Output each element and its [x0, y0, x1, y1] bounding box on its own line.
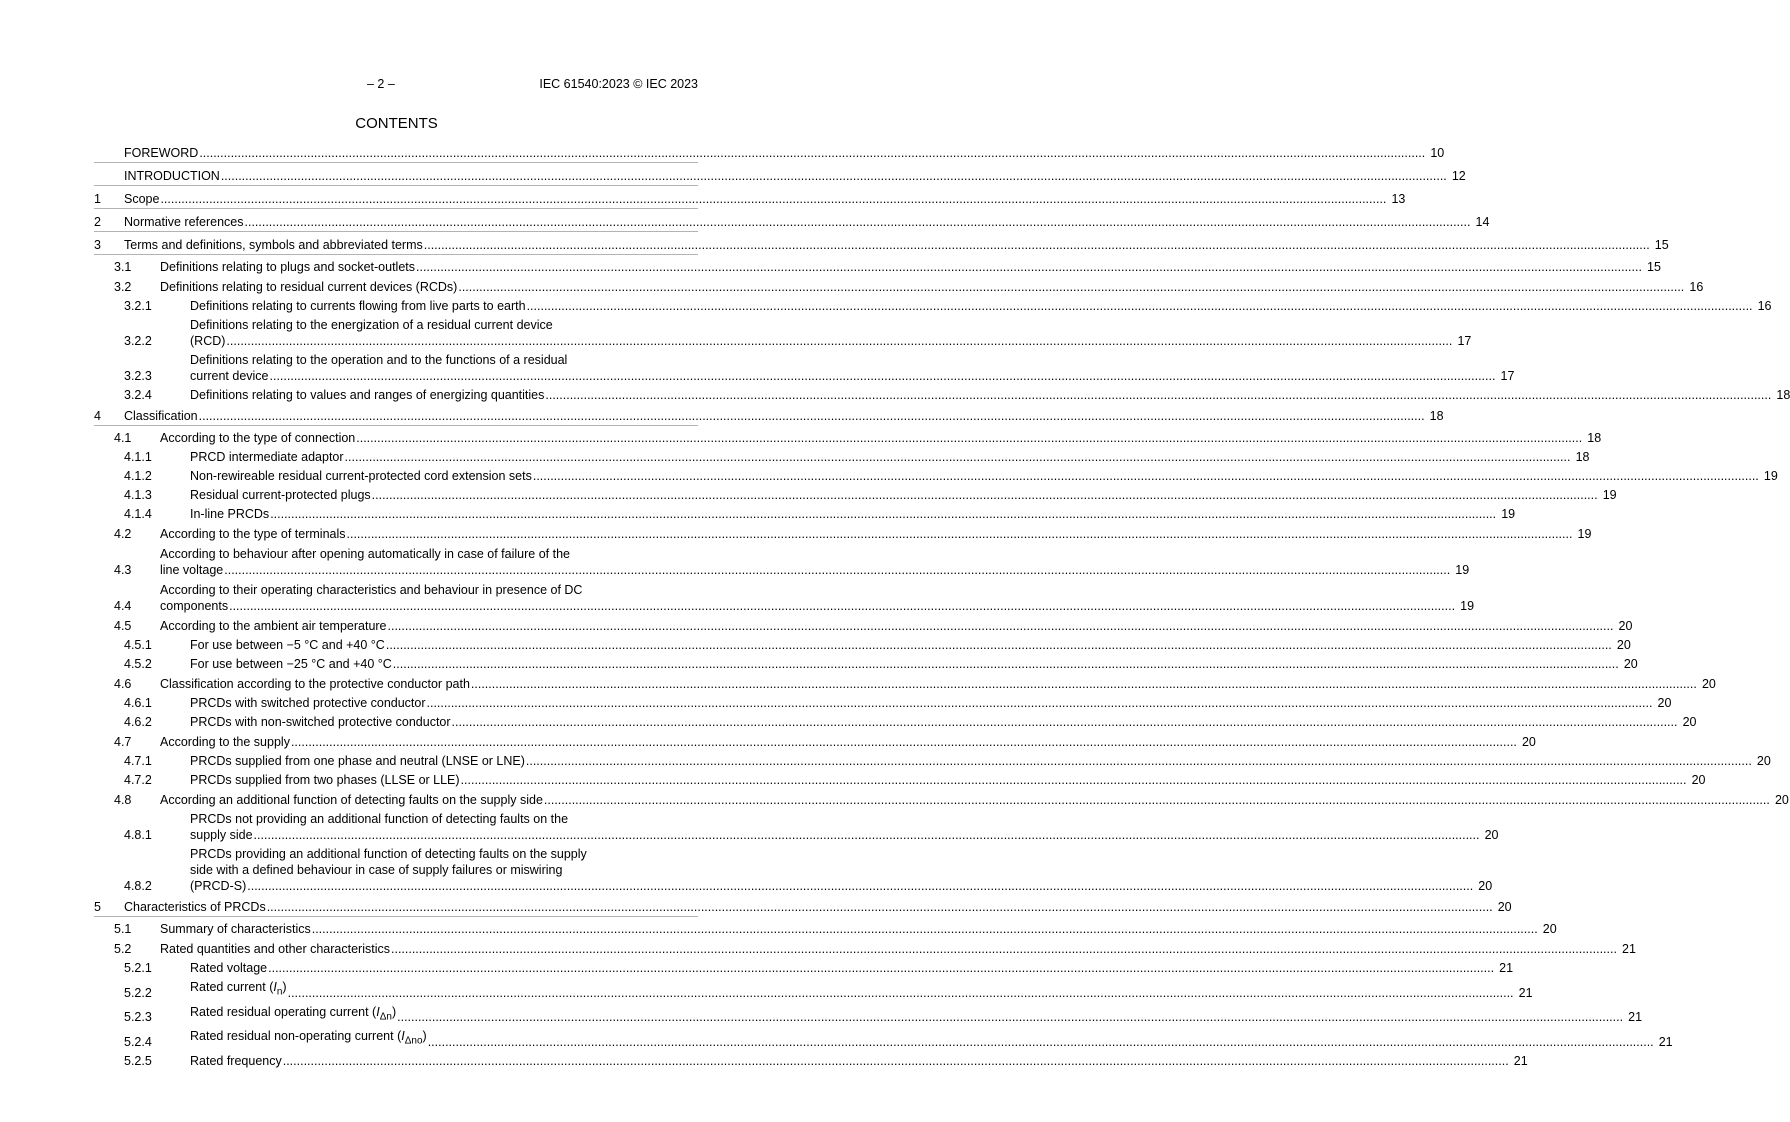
- toc-entry-title-line: PRCDs not providing an additional function of detecting faults on the: [190, 812, 569, 826]
- toc-entry-page: 17: [1500, 369, 1515, 383]
- toc-entry-page: 12: [1451, 169, 1466, 183]
- symbol-subscript: n: [276, 986, 283, 998]
- toc-entry-title: In-line PRCDs: [190, 507, 270, 521]
- toc-entry[interactable]: [94, 468, 1778, 484]
- toc-entry-title: According to the type of terminals: [160, 527, 346, 541]
- toc-entry-page: 15: [1647, 260, 1661, 274]
- toc-entry-title: PRCDs supplied from one phase and neutral (LNSE or LNE): [190, 754, 525, 768]
- toc-entry[interactable]: [94, 145, 1445, 163]
- toc-entry-page: 21: [1658, 1034, 1673, 1049]
- dot-leader: [288, 985, 1514, 1001]
- toc-entry-page: 20: [1623, 657, 1638, 671]
- toc-entry-title: FOREWORD: [124, 146, 199, 160]
- toc-entry-page: 14: [1475, 215, 1490, 229]
- toc-entry-title: PRCDs with switched protective conductor: [190, 696, 426, 710]
- dot-leader: [345, 449, 1571, 465]
- toc-entry[interactable]: [94, 811, 1499, 843]
- toc-entry-number: 5.1: [114, 922, 132, 936]
- dot-leader: [312, 921, 1538, 937]
- toc-entry-page: 13: [1391, 192, 1406, 206]
- toc-entry-number: 4.8: [114, 793, 132, 807]
- toc-entry[interactable]: [94, 637, 1631, 653]
- toc-entry-page: 19: [1602, 488, 1617, 502]
- toc-entry-page: 21: [1499, 961, 1514, 975]
- toc-entry-number: 4.1.2: [124, 469, 152, 483]
- toc-entry[interactable]: [94, 979, 1533, 1001]
- toc-entry-title: According an additional function of detecting faults on the supply side: [160, 793, 543, 807]
- toc-entry[interactable]: [94, 753, 1771, 769]
- toc-entry-page: 21: [1518, 985, 1533, 1000]
- toc-entry-title: According to the type of connection: [160, 431, 356, 445]
- toc-entry-number: 4.8.2: [124, 879, 152, 893]
- toc-entry-title: Rated current $(I_n)$: [190, 980, 287, 998]
- toc-entry-number: 4.5: [114, 619, 132, 633]
- toc-entry-number: 5.2.2: [124, 985, 152, 1000]
- toc-entry-title-line: According to their operating characteristics and behaviour in presence of DC: [160, 583, 583, 597]
- toc-entry-page: 20: [1701, 677, 1716, 691]
- toc-entry-page: 20: [1521, 735, 1536, 749]
- toc-entry[interactable]: [94, 960, 1514, 976]
- toc-entry-page: 20: [1478, 879, 1493, 893]
- toc-entry-number: 3.1: [114, 260, 132, 274]
- toc-entry-title: components: [160, 599, 229, 613]
- toc-entry-title: For use between −5 °C and +40 °C: [190, 638, 385, 652]
- toc-entry-title: (PRCD-S): [190, 879, 247, 893]
- toc-entry-number: 3.2.4: [124, 388, 152, 402]
- toc-entry-page: 21: [1513, 1053, 1528, 1068]
- dot-leader: [245, 214, 1471, 230]
- toc-entry-title: Non-rewireable residual current-protected cord extension sets: [190, 469, 532, 483]
- dot-leader: [229, 598, 1455, 614]
- dot-leader: [247, 878, 1473, 894]
- toc-entry-title: Rated residual non-operating current $(I_{\Delta no})$: [190, 1029, 427, 1047]
- toc-entry-title: PRCDs with non-switched protective conductor: [190, 715, 451, 729]
- toc-entry-page: 18: [1429, 409, 1444, 423]
- toc-entry-title: PRCD intermediate adaptor: [190, 450, 344, 464]
- symbol-subscript: Δn: [379, 1011, 392, 1022]
- toc-entry-page: 20: [1774, 793, 1789, 807]
- toc-entry[interactable]: [94, 259, 1661, 275]
- toc-entry[interactable]: [94, 618, 1633, 634]
- toc-entry-title: Rated voltage: [190, 961, 268, 975]
- toc-entry-page: 19: [1455, 563, 1470, 577]
- toc-entry[interactable]: [94, 387, 1790, 403]
- toc-entry-title-line: side with a defined behaviour in case of supply failures or miswiring: [190, 863, 563, 877]
- dot-leader: [471, 676, 1697, 692]
- toc-entry-title-line: According to behaviour after opening automatically in case of failure of the: [160, 547, 570, 561]
- toc-entry[interactable]: [94, 714, 1697, 730]
- toc-entry[interactable]: [94, 430, 1602, 446]
- toc-entry-title: Definitions relating to residual current devices (RCDs): [160, 280, 458, 294]
- toc-entry-number: 4.3: [114, 563, 132, 577]
- page-number: – 2 –: [367, 77, 395, 91]
- toc-entry[interactable]: [94, 237, 1669, 255]
- toc-entry-number: 5: [94, 900, 101, 914]
- toc-entry-number: 3.2.3: [124, 369, 152, 383]
- toc-entry[interactable]: [94, 317, 1472, 349]
- toc-entry-title: Terms and definitions, symbols and abbreviated terms: [124, 238, 423, 252]
- toc-entry[interactable]: [94, 279, 1704, 295]
- dot-leader: [270, 368, 1496, 384]
- toc-entry-page: 19: [1501, 507, 1516, 521]
- toc-entry[interactable]: [94, 1028, 1673, 1050]
- toc-entry-number: 4.7.2: [124, 773, 152, 787]
- dot-leader: [356, 430, 1582, 446]
- toc-entry-page: 16: [1689, 280, 1704, 294]
- toc-entry-title: Definitions relating to values and ranges of energizing quantities: [190, 388, 545, 402]
- toc-entry-number: 5.2.1: [124, 961, 152, 975]
- dot-leader: [267, 899, 1493, 915]
- toc-entry-title: (RCD): [190, 334, 226, 348]
- toc-entry[interactable]: [94, 846, 1493, 894]
- toc-entry-number: 4.6: [114, 677, 132, 691]
- toc-entry-number: 4.7.1: [124, 754, 152, 768]
- dot-leader: [427, 695, 1653, 711]
- symbol-subscript: Δno: [404, 1035, 423, 1047]
- toc-entry[interactable]: [94, 168, 1466, 186]
- toc-entry[interactable]: [94, 772, 1706, 788]
- toc-entry-number: 4.5.1: [124, 638, 152, 652]
- toc-entry-number: 2: [94, 215, 101, 229]
- dot-leader: [458, 279, 1684, 295]
- toc-entry[interactable]: [94, 921, 1557, 937]
- toc-entry-page: 18: [1587, 431, 1602, 445]
- toc-entry-title: Scope: [124, 192, 160, 206]
- toc-entry[interactable]: [94, 506, 1516, 522]
- toc-entry[interactable]: [94, 408, 1444, 426]
- dot-leader: [452, 714, 1678, 730]
- toc-entry-page: 20: [1497, 900, 1512, 914]
- toc-entry[interactable]: [94, 676, 1716, 692]
- toc-entry[interactable]: [94, 695, 1672, 711]
- dot-leader: [283, 1053, 1509, 1069]
- toc-entry-number: 4.5.2: [124, 657, 152, 671]
- toc-entry-page: 20: [1691, 773, 1706, 787]
- toc-entry-number: 5.2.3: [124, 1010, 152, 1024]
- toc-entry-title: line voltage: [160, 563, 224, 577]
- dot-leader: [393, 656, 1619, 672]
- toc-entry-number: 4.1: [114, 431, 132, 445]
- toc-entry-title-line: Definitions relating to the operation and to the functions of a residual: [190, 353, 568, 367]
- toc-entry-number: 4.1.4: [124, 507, 152, 521]
- toc-entry-number: 3.2.2: [124, 334, 152, 348]
- toc-entry-title: supply side: [190, 828, 253, 842]
- toc-entry-page: 18: [1575, 450, 1590, 464]
- toc-entry-title: Definitions relating to currents flowing from live parts to earth: [190, 299, 526, 313]
- toc-entry-number: 4.1.3: [124, 488, 152, 502]
- toc-entry-title: current device: [190, 369, 269, 383]
- page-header: [0, 77, 793, 93]
- toc-entry-page: 20: [1756, 754, 1771, 768]
- dot-leader: [270, 506, 1496, 522]
- symbol: I: [401, 1029, 405, 1043]
- dot-leader: [397, 1009, 1623, 1025]
- toc-entry-number: 5.2: [114, 942, 132, 956]
- toc-entry-page: 10: [1430, 146, 1445, 160]
- toc-entry-title-line: Definitions relating to the energization of a residual current device: [190, 318, 553, 332]
- dot-leader: [388, 618, 1614, 634]
- toc-entry-number: 4: [94, 409, 101, 423]
- toc-entry-title: Normative references: [124, 215, 244, 229]
- toc-entry-title: Classification: [124, 409, 198, 423]
- toc-entry-number: 4.1.1: [124, 450, 152, 464]
- symbol: I: [273, 980, 277, 994]
- toc-entry-title: Characteristics of PRCDs: [124, 900, 266, 914]
- toc-entry[interactable]: [94, 1004, 1643, 1026]
- dot-leader: [424, 237, 1650, 253]
- dot-leader: [268, 960, 1494, 976]
- toc-entry-title: Residual current-protected plugs: [190, 488, 371, 502]
- toc-entry-page: 20: [1484, 828, 1499, 842]
- toc-entry-page: 16: [1757, 299, 1772, 313]
- toc-entry-page: 15: [1654, 238, 1669, 252]
- toc-entry-page: 20: [1657, 696, 1672, 710]
- toc-entry-number: 4.7: [114, 735, 132, 749]
- toc-entry-page: 17: [1457, 334, 1472, 348]
- toc-entry-title: Rated frequency: [190, 1053, 282, 1068]
- toc-entry[interactable]: [94, 449, 1590, 465]
- toc-entry-page: 20: [1542, 922, 1557, 936]
- dot-leader: [347, 526, 1573, 542]
- toc-entry-number: 4.2: [114, 527, 132, 541]
- toc-entry[interactable]: [94, 582, 1475, 614]
- dot-leader: [527, 298, 1753, 314]
- dot-leader: [199, 408, 1425, 424]
- toc-entry[interactable]: [94, 298, 1772, 314]
- dot-leader: [224, 562, 1450, 578]
- toc-entry[interactable]: [94, 734, 1536, 750]
- toc-entry-number: 4.8.1: [124, 828, 152, 842]
- toc-entry-title: Rated residual operating current $(I_{\Delta n})$: [190, 1004, 397, 1022]
- table-of-contents: [94, 145, 1790, 1069]
- toc-entry-page: 20: [1618, 619, 1633, 633]
- toc-entry-page: 20: [1682, 715, 1697, 729]
- toc-entry-page: 20: [1616, 638, 1631, 652]
- toc-entry-page: 18: [1776, 388, 1790, 402]
- toc-entry-number: 4.6.1: [124, 696, 152, 710]
- toc-entry-title: Classification according to the protective conductor path: [160, 677, 470, 691]
- toc-entry-title: According to the ambient air temperature: [160, 619, 387, 633]
- dot-leader: [226, 333, 1452, 349]
- dot-leader: [461, 772, 1687, 788]
- toc-entry[interactable]: [94, 899, 1512, 917]
- dot-leader: [386, 637, 1612, 653]
- dot-leader: [428, 1034, 1654, 1050]
- toc-entry-title: Rated quantities and other characteristics: [160, 942, 390, 956]
- toc-entry-title-line: PRCDs providing an additional function of detecting faults on the supply: [190, 847, 587, 861]
- toc-entry-page: 21: [1628, 1010, 1643, 1024]
- symbol: I: [376, 1004, 380, 1019]
- dot-leader: [160, 191, 1386, 207]
- toc-entry-number: 4.4: [114, 599, 132, 613]
- toc-entry[interactable]: [94, 191, 1406, 209]
- toc-entry-page: 21: [1622, 942, 1636, 956]
- dot-leader: [221, 168, 1447, 184]
- toc-entry-title: Definitions relating to plugs and socket-outlets: [160, 260, 416, 274]
- document-id: IEC 61540:2023 © IEC 2023: [539, 77, 698, 91]
- toc-entry-number: 3.2: [114, 280, 132, 294]
- toc-entry[interactable]: [94, 214, 1490, 232]
- toc-entry[interactable]: [94, 1053, 1528, 1069]
- toc-entry-page: 19: [1577, 527, 1592, 541]
- toc-entry-title: INTRODUCTION: [124, 169, 220, 183]
- dot-leader: [199, 145, 1425, 161]
- toc-entry[interactable]: [94, 487, 1617, 503]
- page-title: CONTENTS: [355, 115, 438, 132]
- toc-entry-number: 5.2.5: [124, 1053, 152, 1068]
- toc-entry[interactable]: [94, 352, 1515, 384]
- dot-leader: [254, 827, 1480, 843]
- dot-leader: [526, 753, 1752, 769]
- toc-entry-number: 1: [94, 192, 101, 206]
- dot-leader: [372, 487, 1598, 503]
- toc-entry[interactable]: [94, 526, 1592, 542]
- toc-entry-title: PRCDs supplied from two phases (LLSE or LLE): [190, 773, 460, 787]
- toc-entry-page: 19: [1763, 469, 1778, 483]
- toc-entry-title: For use between −25 °C and +40 °C: [190, 657, 392, 671]
- toc-entry[interactable]: [94, 792, 1789, 808]
- dot-leader: [391, 941, 1617, 957]
- toc-entry[interactable]: [94, 941, 1636, 957]
- dot-leader: [545, 387, 1771, 403]
- dot-leader: [291, 734, 1517, 750]
- dot-leader: [533, 468, 1759, 484]
- toc-entry-page: 19: [1460, 599, 1475, 613]
- toc-entry-number: 3: [94, 238, 101, 252]
- toc-entry-title: Summary of characteristics: [160, 922, 311, 936]
- toc-entry-number: 4.6.2: [124, 715, 152, 729]
- toc-entry-title: According to the supply: [160, 735, 290, 749]
- toc-entry[interactable]: [94, 656, 1638, 672]
- dot-leader: [544, 792, 1770, 808]
- dot-leader: [416, 259, 1642, 275]
- toc-entry-number: 5.2.4: [124, 1034, 152, 1049]
- toc-entry[interactable]: [94, 546, 1470, 578]
- toc-entry-number: 3.2.1: [124, 299, 152, 313]
